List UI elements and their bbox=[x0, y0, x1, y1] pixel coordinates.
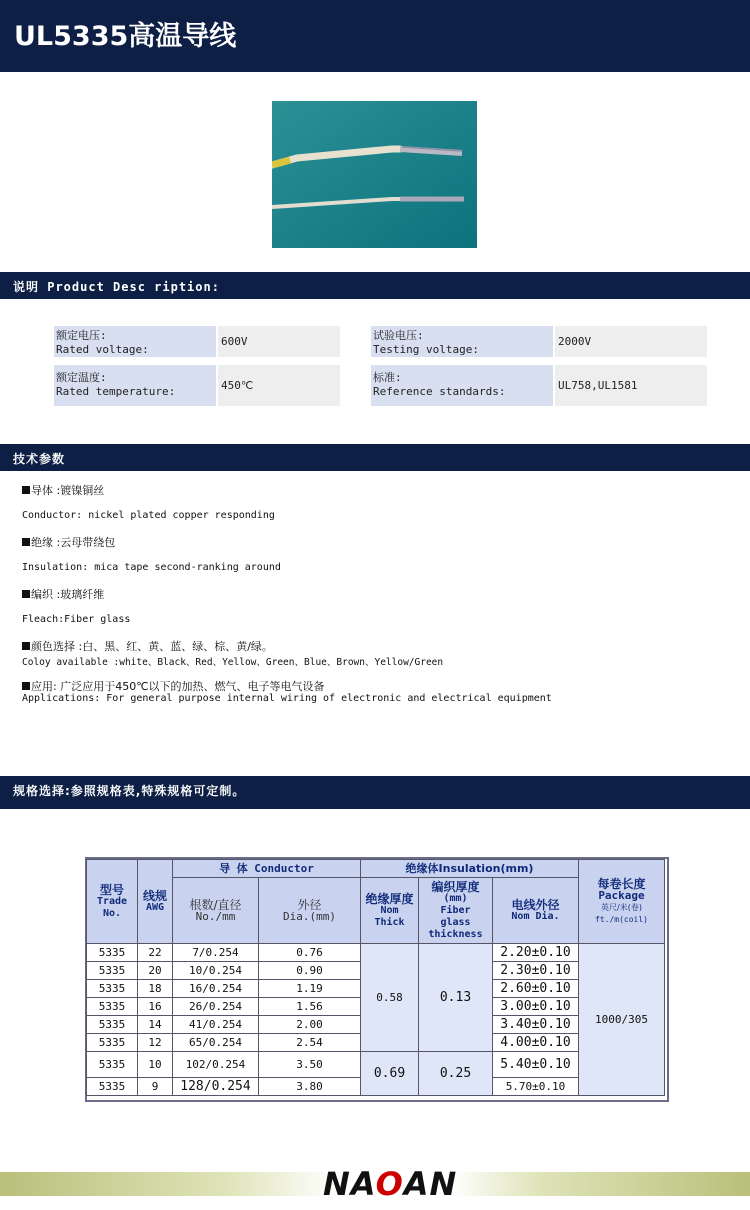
rated-voltage-value: 600V bbox=[218, 326, 340, 357]
header-od bbox=[259, 878, 361, 944]
rated-temp-label bbox=[54, 365, 216, 406]
cell-awg: 18 bbox=[138, 980, 173, 998]
spec-header bbox=[0, 776, 750, 809]
cell-awg: 14 bbox=[138, 1016, 173, 1034]
header-ins-thick bbox=[361, 878, 419, 944]
rated-voltage-label bbox=[54, 326, 216, 357]
cell-dia: 5.70±0.10 bbox=[493, 1078, 579, 1096]
cell-dia: 3.40±0.10 bbox=[493, 1016, 579, 1034]
header-package-unit2: ft./m(coil) bbox=[595, 914, 648, 924]
cell-trade: 5335 bbox=[87, 944, 138, 962]
rated-voltage-label-en: Rated voltage: bbox=[56, 343, 149, 356]
cell-awg: 9 bbox=[138, 1078, 173, 1096]
cell-awg: 10 bbox=[138, 1052, 173, 1078]
cell-dia: 2.20±0.10 bbox=[493, 944, 579, 962]
cell-dia: 4.00±0.10 bbox=[493, 1034, 579, 1052]
cell-ins-thick-group1: 0.58 bbox=[361, 944, 419, 1052]
table-row bbox=[87, 1052, 665, 1078]
bullet-square-icon bbox=[22, 486, 30, 494]
conductor-en: Conductor: nickel plated copper responding bbox=[22, 510, 275, 521]
conductor-cn bbox=[22, 482, 104, 498]
cell-trade: 5335 bbox=[87, 980, 138, 998]
spec-table bbox=[86, 859, 665, 1096]
header-braid bbox=[419, 878, 493, 944]
cell-od: 0.90 bbox=[259, 962, 361, 980]
table-row bbox=[87, 944, 665, 962]
bullet-square-icon bbox=[22, 642, 30, 650]
color-cn bbox=[22, 638, 273, 654]
spec-title: 规格选择:参照规格表,特殊规格可定制。 bbox=[13, 784, 246, 798]
cell-strand: 65/0.254 bbox=[173, 1034, 259, 1052]
cell-trade: 5335 bbox=[87, 1016, 138, 1034]
header-braid-en2: glass bbox=[440, 916, 471, 928]
header-insulation: 绝缘体Insulation(mm) bbox=[361, 860, 579, 878]
header-awg bbox=[138, 860, 173, 944]
header-ins-thick-en1: Nom bbox=[380, 904, 399, 916]
insulation-en: Insulation: mica tape second-ranking around bbox=[22, 562, 281, 573]
braid-en: Fleach:Fiber glass bbox=[22, 614, 131, 625]
rated-temp-value: 450℃ bbox=[218, 365, 340, 406]
cell-od: 0.76 bbox=[259, 944, 361, 962]
wire-photo-image bbox=[272, 101, 477, 248]
header-package-cn: 每卷长度 bbox=[597, 876, 646, 891]
header-braid-en1: Fiber bbox=[440, 904, 471, 916]
cell-trade: 5335 bbox=[87, 962, 138, 980]
header-dia-en: Nom Dia. bbox=[511, 910, 560, 922]
header-awg-cn: 线规 bbox=[142, 888, 167, 903]
header-trade-en2: No. bbox=[102, 907, 122, 919]
testing-voltage-value: 2000V bbox=[555, 326, 707, 357]
header-conductor: 导 体 Conductor bbox=[173, 860, 361, 878]
application-cn-text: 应用: 广泛应用于450℃以下的加热、燃气、电子等电气设备 bbox=[31, 680, 325, 693]
cell-dia: 2.60±0.10 bbox=[493, 980, 579, 998]
bullet-square-icon bbox=[22, 590, 30, 598]
cell-trade: 5335 bbox=[87, 1034, 138, 1052]
header-ins-thick-en2: Thick bbox=[374, 916, 405, 928]
cell-awg: 12 bbox=[138, 1034, 173, 1052]
cell-braid-group2: 0.25 bbox=[419, 1052, 493, 1096]
header-braid-unit: (mm) bbox=[443, 892, 468, 904]
header-od-cn: 外径 bbox=[297, 897, 322, 912]
description-title: 说明 Product Desc ription: bbox=[13, 280, 220, 294]
braid-cn bbox=[22, 586, 104, 602]
tech-title: 技术参数 bbox=[13, 452, 66, 466]
header-ins-thick-cn: 绝缘厚度 bbox=[365, 891, 414, 906]
rated-voltage-label-cn: 额定电压: bbox=[56, 329, 107, 342]
header-trade-en1: Trade bbox=[96, 895, 128, 907]
testing-voltage-label bbox=[371, 326, 553, 357]
header-dia bbox=[493, 878, 579, 944]
cell-braid-group1: 0.13 bbox=[419, 944, 493, 1052]
cell-strand: 7/0.254 bbox=[173, 944, 259, 962]
cell-trade: 5335 bbox=[87, 1078, 138, 1096]
cell-strand: 10/0.254 bbox=[173, 962, 259, 980]
header-trade-cn: 型号 bbox=[99, 882, 124, 897]
testing-voltage-label-en: Testing voltage: bbox=[373, 343, 479, 356]
cell-awg: 22 bbox=[138, 944, 173, 962]
application-cn bbox=[22, 678, 325, 694]
cell-package: 1000/305 bbox=[579, 944, 665, 1096]
header-strand bbox=[173, 878, 259, 944]
description-header bbox=[0, 272, 750, 299]
header-awg-en: AWG bbox=[145, 901, 165, 913]
logo-part-b: AN bbox=[403, 1165, 458, 1203]
conductor-cn-text: 导体 :镀镍铜丝 bbox=[31, 484, 105, 497]
rated-temp-label-en: Rated temperature: bbox=[56, 385, 176, 398]
rated-temp-label-cn: 额定温度: bbox=[56, 371, 107, 384]
header-od-en: Dia.(mm) bbox=[283, 909, 336, 923]
cell-dia: 3.00±0.10 bbox=[493, 998, 579, 1016]
header-package-en: Package bbox=[598, 888, 645, 902]
cell-strand: 26/0.254 bbox=[173, 998, 259, 1016]
cell-strand: 41/0.254 bbox=[173, 1016, 259, 1034]
bullet-square-icon bbox=[22, 538, 30, 546]
cell-trade: 5335 bbox=[87, 998, 138, 1016]
brand-logo bbox=[323, 1165, 457, 1203]
cell-od: 3.50 bbox=[259, 1052, 361, 1078]
cell-dia: 2.30±0.10 bbox=[493, 962, 579, 980]
header-dia-cn: 电线外径 bbox=[511, 897, 560, 912]
cell-trade: 5335 bbox=[87, 1052, 138, 1078]
logo-part-o: O bbox=[375, 1165, 404, 1203]
cell-dia: 5.40±0.10 bbox=[493, 1052, 579, 1078]
cell-od: 1.19 bbox=[259, 980, 361, 998]
color-en: Coloy available :white、Black、Red、Yellow、Green、Blue、Brown、Yellow/Green bbox=[22, 657, 444, 668]
title-bar bbox=[0, 0, 750, 72]
header-braid-cn: 编织厚度 bbox=[431, 879, 480, 894]
tech-header bbox=[0, 444, 750, 471]
cell-od: 3.80 bbox=[259, 1078, 361, 1096]
header-trade bbox=[87, 860, 138, 944]
cell-strand: 128/0.254 bbox=[173, 1078, 259, 1096]
braid-cn-text: 编织 :玻璃纤维 bbox=[31, 588, 105, 601]
color-cn-text: 颜色选择 :白、黑、红、黄、蓝、绿、棕、黄/绿。 bbox=[31, 640, 273, 653]
header-strand-cn: 根数/直径 bbox=[189, 897, 242, 912]
product-photo bbox=[272, 101, 477, 248]
standards-label-en: Reference standards: bbox=[373, 385, 506, 398]
page-title: UL5335高温导线 bbox=[14, 21, 237, 52]
cell-ins-thick-group2: 0.69 bbox=[361, 1052, 419, 1096]
cell-awg: 16 bbox=[138, 998, 173, 1016]
standards-label bbox=[371, 365, 553, 406]
testing-voltage-label-cn: 试验电压: bbox=[373, 329, 424, 342]
cell-awg: 20 bbox=[138, 962, 173, 980]
header-package-unit1: 英尺/米(卷) bbox=[601, 902, 642, 912]
logo-part-a: NA bbox=[323, 1165, 376, 1203]
cell-od: 2.00 bbox=[259, 1016, 361, 1034]
header-package bbox=[579, 860, 665, 944]
insulation-cn bbox=[22, 534, 115, 550]
standards-label-cn: 标准: bbox=[373, 371, 402, 384]
cell-od: 1.56 bbox=[259, 998, 361, 1016]
header-strand-en: No./mm bbox=[195, 909, 236, 923]
header-braid-en3: thickness bbox=[428, 928, 483, 940]
cell-strand: 102/0.254 bbox=[173, 1052, 259, 1078]
bullet-square-icon bbox=[22, 682, 30, 690]
insulation-cn-text: 绝缘 :云母带绕包 bbox=[31, 536, 116, 549]
standards-value: UL758,UL1581 bbox=[555, 365, 707, 406]
application-en: Applications: For general purpose internal wiring of electronic and electrical equipment bbox=[22, 693, 552, 704]
cell-od: 2.54 bbox=[259, 1034, 361, 1052]
cell-strand: 16/0.254 bbox=[173, 980, 259, 998]
